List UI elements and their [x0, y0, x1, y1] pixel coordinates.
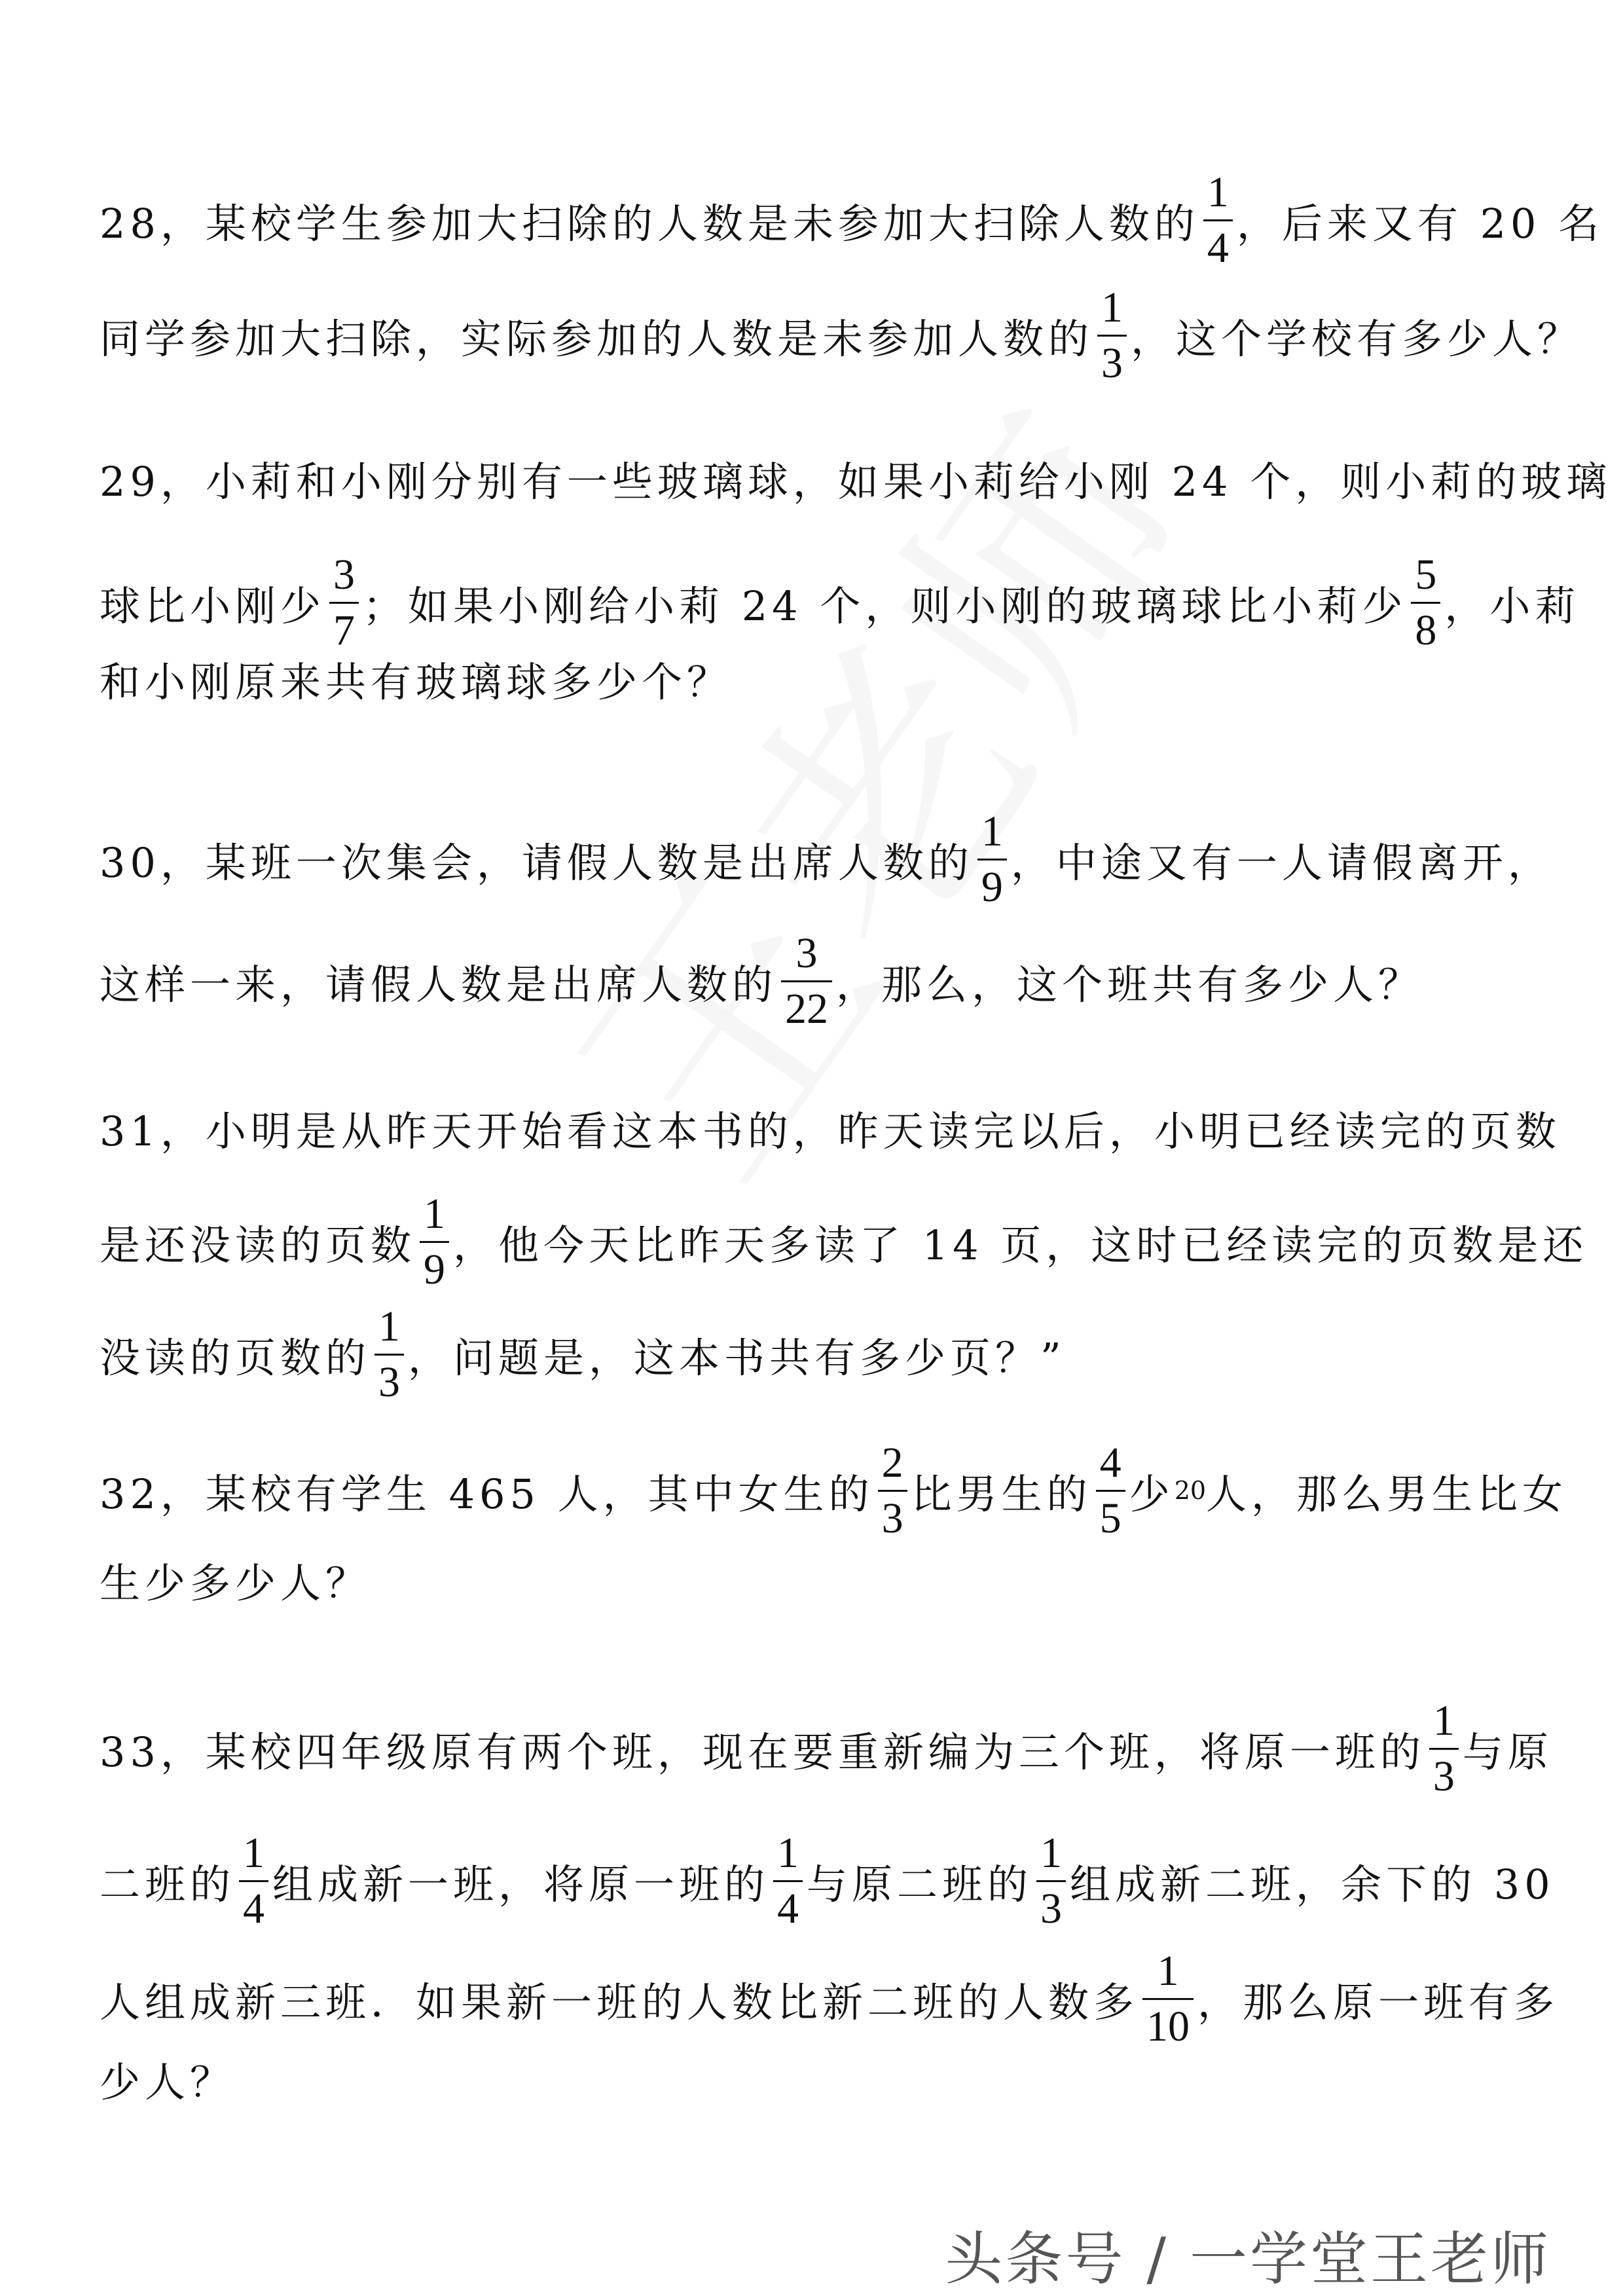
fraction-denominator: 7	[329, 602, 359, 652]
fraction	[1096, 1438, 1125, 1542]
fraction-numerator: 1	[1040, 1828, 1063, 1877]
fraction-denominator: 4	[1203, 219, 1233, 270]
problem-text: 这样一来，请假人数是出席人数的	[100, 960, 778, 1009]
problem-text: 33，某校四年级原有两个班，现在要重新编为三个班，将原一班的	[100, 1728, 1425, 1776]
fraction	[239, 1828, 268, 1933]
watermark-label: 头条号 / 一学堂王老师	[945, 2225, 1551, 2293]
problem-30-line	[100, 807, 1553, 911]
problem-text: ，小莉	[1444, 582, 1580, 630]
problem-text: 是还没读的页数	[100, 1221, 416, 1269]
problem-text: 组成新一班，将原一班的	[272, 1860, 770, 1908]
problem-text: ，那么，这个班共有多少人？	[836, 960, 1424, 1009]
problem-text: 二班的	[100, 1860, 236, 1908]
fraction	[374, 1302, 404, 1406]
problem-32-line	[100, 1550, 371, 1609]
problem-text: ，他今天比昨天多读了 14 页，这时已经读完的页数是还	[453, 1221, 1588, 1269]
problem-33-line	[100, 2049, 235, 2108]
problem-29-line	[100, 449, 1611, 508]
fraction-numerator: 3	[795, 929, 818, 977]
fraction	[1411, 550, 1440, 654]
problem-text: 32，某校有学生 465 人，其中女生的	[100, 1470, 874, 1518]
problem-text: ，那么原一班有多	[1197, 1978, 1559, 2026]
fraction-denominator: 4	[239, 1880, 268, 1931]
fraction	[878, 1438, 907, 1542]
problem-text: 20	[1174, 1476, 1207, 1505]
problem-text: 没读的页数的	[100, 1333, 371, 1382]
fraction-numerator: 5	[1415, 550, 1437, 599]
fraction-denominator: 3	[1097, 335, 1127, 385]
fraction-numerator: 1	[378, 1302, 401, 1350]
fraction-numerator: 2	[881, 1438, 903, 1487]
fraction	[781, 929, 832, 1033]
problem-text: 球比小刚少	[100, 582, 326, 630]
fraction	[1142, 1946, 1194, 2050]
fraction-denominator: 3	[374, 1354, 404, 1404]
problem-text: 少	[1129, 1470, 1175, 1518]
fraction-denominator: 8	[1411, 602, 1440, 652]
problem-31-line	[100, 1098, 1561, 1157]
fraction	[1097, 283, 1127, 387]
problem-29-line	[100, 649, 732, 708]
problem-33-line	[100, 1828, 1555, 1933]
fraction-denominator: 3	[878, 1490, 907, 1540]
problem-text: 和小刚原来共有玻璃球多少个？	[100, 657, 733, 706]
problem-text: ，后来又有 20 名	[1236, 199, 1604, 248]
problem-text: ，中途又有一人请假离开，	[1010, 838, 1553, 887]
problem-32-line	[100, 1438, 1568, 1542]
fraction-numerator: 1	[1432, 1696, 1455, 1745]
fraction-numerator: 1	[424, 1189, 446, 1238]
problem-text: 少人？	[100, 2058, 236, 2106]
problem-31-line	[100, 1189, 1588, 1293]
fraction-numerator: 3	[333, 550, 356, 599]
fraction	[1036, 1828, 1066, 1933]
problem-28-line	[100, 168, 1604, 272]
problem-text: 30，某班一次集会，请假人数是出席人数的	[100, 838, 974, 887]
fraction	[977, 807, 1007, 911]
problem-text: 29，小莉和小刚分别有一些玻璃球，如果小莉给小刚 24 个，则小莉的玻璃	[100, 457, 1612, 506]
problem-text: 31，小明是从昨天开始看这本书的，昨天读完以后，小明已经读完的页数	[100, 1107, 1561, 1155]
problem-31-line	[100, 1302, 1066, 1406]
problem-text: 与原	[1462, 1728, 1553, 1776]
fraction	[1429, 1696, 1459, 1800]
problem-29-line	[100, 550, 1580, 654]
fraction-numerator: 1	[777, 1828, 799, 1877]
problem-text: ；如果小刚给小莉 24 个，则小刚的玻璃球比小莉少	[363, 582, 1408, 630]
problem-text: 生少多少人？	[100, 1559, 371, 1607]
problem-30-line	[100, 929, 1424, 1033]
problem-28-line	[100, 283, 1583, 387]
fraction-numerator: 1	[1101, 283, 1123, 331]
problem-text: 与原二班的	[807, 1860, 1033, 1908]
fraction-numerator: 1	[243, 1828, 265, 1877]
problem-text: ，这个学校有多少人？	[1131, 314, 1583, 363]
problem-33-line	[100, 1946, 1559, 2050]
fraction	[773, 1828, 803, 1933]
problem-text: 同学参加大扫除，实际参加的人数是未参加人数的	[100, 314, 1094, 363]
fraction	[1203, 168, 1233, 272]
problem-text: 组成新二班，余下的 30	[1070, 1860, 1555, 1908]
fraction-denominator: 4	[773, 1880, 803, 1931]
fraction-denominator: 9	[977, 859, 1007, 909]
problem-text: 人，那么男生比女	[1206, 1470, 1568, 1518]
fraction-denominator: 5	[1096, 1490, 1125, 1540]
problem-text: 比男生的	[911, 1470, 1092, 1518]
problem-text: 人组成新三班．如果新一班的人数比新二班的人数多	[100, 1978, 1139, 2026]
fraction-denominator: 9	[420, 1241, 449, 1291]
problem-text: ，问题是，这本书共有多少页？”	[408, 1333, 1066, 1382]
problem-text: 28，某校学生参加大扫除的人数是未参加大扫除人数的	[100, 199, 1199, 248]
problem-33-line	[100, 1696, 1553, 1800]
fraction	[420, 1189, 449, 1293]
fraction-numerator: 1	[981, 807, 1003, 855]
fraction-numerator: 1	[1207, 168, 1229, 216]
fraction-numerator: 4	[1099, 1438, 1122, 1487]
fraction	[329, 550, 359, 654]
fraction-denominator: 10	[1142, 1998, 1194, 2048]
fraction-numerator: 1	[1157, 1946, 1179, 1995]
fraction-denominator: 22	[781, 980, 832, 1031]
fraction-denominator: 3	[1036, 1880, 1066, 1931]
fraction-denominator: 3	[1429, 1748, 1459, 1798]
